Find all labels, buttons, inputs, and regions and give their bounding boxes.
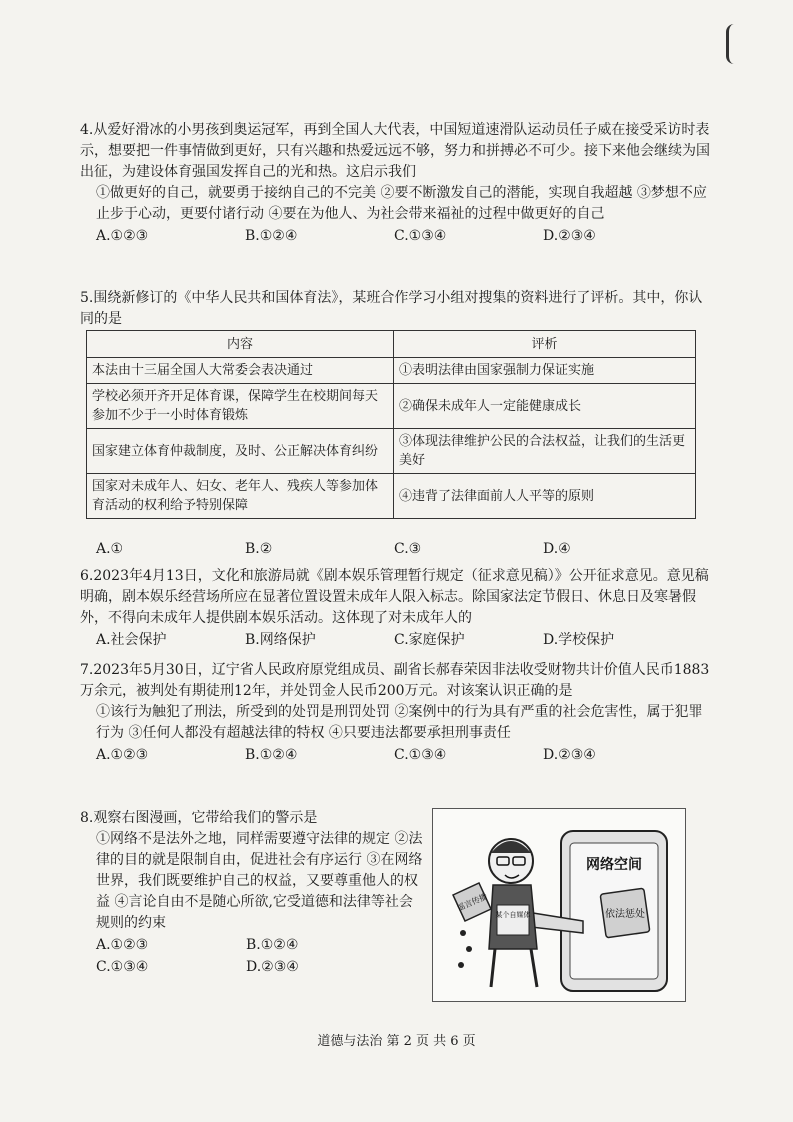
question-5-options (80, 539, 710, 560)
body-tag (497, 905, 529, 935)
option-d[interactable]: D.学校保护 (543, 632, 615, 648)
table-row (87, 474, 696, 519)
table-header-analysis: 评析 (394, 331, 696, 358)
table-row (87, 384, 696, 429)
option-b[interactable]: B.② (245, 541, 273, 557)
cartoon-illustration (432, 808, 686, 1002)
question-6-stem: 6.2023年4月13日，文化和旅游局就《剧本娱乐管理暂行规定（征求意见稿）》公开征求意见。意见稿明确，剧本娱乐经营场所应在显著位置设置未成年人限入标志。除国家法定节假日、休息日及寒暑假外，不得向未成年人提供剧本娱乐活动。这体现了对未成年人的 (80, 568, 709, 626)
table-cell: 国家对未成年人、妇女、老年人、残疾人等参加体育活动的权利给予特别保障 (87, 474, 394, 519)
option-c[interactable]: C.①③④ (394, 747, 447, 763)
option-b[interactable]: B.①②④ (246, 937, 299, 953)
question-4-stem: 4.从爱好滑冰的小男孩到奥运冠军，再到全国人大代表，中国短道速滑队运动员任子威在接受采访时表示，想要把一件事情做到更好，只有兴趣和热爱远远不够，努力和拼搏必不可少。接下来他会继续为国出征，为建设体育强国发挥自己的光和热。这启示我们 (80, 122, 710, 180)
hand-label: 某个自媒体 (495, 911, 531, 919)
option-d[interactable]: D.②③④ (543, 228, 596, 244)
question-7-items: ①该行为触犯了刑法，所受到的处罚是刑罚处罚 ②案例中的行为具有严重的社会危害性，属于犯罪行为 ③任何人都没有超越法律的特权 ④只要违法都要承担刑事责任 (96, 704, 703, 741)
drip (466, 946, 472, 952)
question-8-options-row2 (80, 957, 425, 978)
question-6 (80, 566, 710, 651)
question-8-stem: 8.观察右图漫画，它带给我们的警示是 (80, 810, 318, 826)
cartoon-drawing (433, 809, 685, 1001)
question-4 (80, 120, 710, 247)
option-b[interactable]: B.①②④ (245, 228, 298, 244)
table-cell: ③体现法律维护公民的合法权益，让我们的生活更美好 (394, 429, 696, 474)
law-analysis-table (86, 330, 696, 519)
question-5-stem: 5.围绕新修订的《中华人民共和国体育法》，某班合作学习小组对搜集的资料进行了评析。其中，你认同的是 (80, 290, 703, 327)
option-d[interactable]: D.④ (543, 541, 571, 557)
question-5 (80, 288, 710, 330)
option-d[interactable]: D.②③④ (543, 747, 596, 763)
table-cell: ①表明法律由国家强制力保证实施 (394, 358, 696, 384)
drip (458, 962, 464, 968)
binding-mark (726, 24, 735, 64)
table-cell: 学校必须开齐开足体育课，保障学生在校期间每天参加不少于一小时体育锻炼 (87, 384, 394, 429)
question-7-options (80, 745, 710, 766)
option-a[interactable]: A.社会保护 (96, 632, 167, 648)
screen-label: 网络空间 (586, 857, 642, 873)
option-a[interactable]: A.① (96, 541, 124, 557)
table-cell: 本法由十三届全国人大常委会表决通过 (87, 358, 394, 384)
option-b[interactable]: B.网络保护 (245, 632, 316, 648)
drip (460, 930, 466, 936)
question-7 (80, 660, 710, 766)
table-header-row (87, 331, 696, 358)
question-5-options-wrap (80, 538, 710, 560)
option-a[interactable]: A.①②③ (96, 747, 149, 763)
option-a[interactable]: A.①②③ (96, 937, 149, 953)
bottle-label: 谣言传播 (455, 891, 489, 914)
man-legs (491, 949, 537, 987)
table-cell: 国家建立体育仲裁制度，及时、公正解决体育纠纷 (87, 429, 394, 474)
option-c[interactable]: C.家庭保护 (394, 632, 465, 648)
option-b[interactable]: B.①②④ (245, 747, 298, 763)
option-c[interactable]: C.①③④ (394, 228, 447, 244)
question-4-options (80, 226, 710, 247)
table-row (87, 429, 696, 474)
question-7-stem: 7.2023年5月30日，辽宁省人民政府原党组成员、副省长郝春荣因非法收受财物共计价值人民币1883万余元，被判处有期徒刑12年，并处罚金人民币200万元。对该案认识正确的是 (80, 662, 710, 699)
page-footer: 道德与法治 第 2 页 共 6 页 (317, 1034, 476, 1049)
question-8-items: ①网络不是法外之地，同样需要遵守法律的规定 ②法律的目的就是限制自由，促进社会有序运行 ③在网络世界，我们既要维护自己的权益，又要尊重他人的权益 ④言论自由不是随心所欲,它受道德和法律等社会规则的约束 (96, 831, 423, 931)
sign-label: 依法惩处 (605, 909, 645, 920)
table-cell: ②确保未成年人一定能健康成长 (394, 384, 696, 429)
option-c[interactable]: C.③ (394, 541, 422, 557)
question-6-options (80, 630, 710, 651)
table-row (87, 358, 696, 384)
table-header-content: 内容 (87, 331, 394, 358)
question-8-options-row1 (80, 935, 425, 956)
option-d[interactable]: D.②③④ (246, 959, 299, 975)
option-c[interactable]: C.①③④ (96, 959, 149, 975)
option-a[interactable]: A.①②③ (96, 228, 149, 244)
question-8 (80, 808, 425, 978)
question-4-items: ①做更好的自己，就要勇于接纳自己的不完美 ②要不断激发自己的潜能，实现自我超越 ③梦想不应止步于心动，更要付诸行动 ④要在为他人、为社会带来福祉的过程中做更好的自己 (96, 185, 707, 222)
table-cell: ④违背了法律面前人人平等的原则 (394, 474, 696, 519)
